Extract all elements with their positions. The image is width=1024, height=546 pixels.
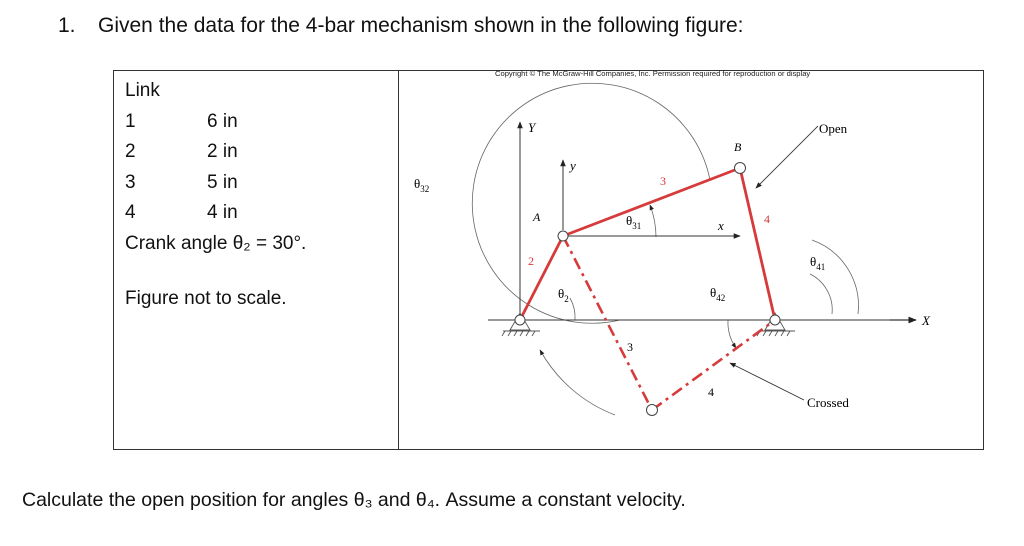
- outer-arc: [540, 350, 615, 415]
- theta31-arc: [650, 205, 656, 237]
- label-theta42: $\theta_{42}$: [710, 285, 726, 303]
- problem-prompt: Given the data for the 4-bar mechanism shown in the following figure:: [98, 14, 744, 37]
- link-header: Link: [125, 80, 160, 101]
- label-A: A: [533, 210, 541, 224]
- link3-crossed: [563, 236, 652, 410]
- joint-b-crossed: [647, 405, 658, 416]
- theta42-arc: [728, 320, 736, 348]
- label-link2: 2: [528, 254, 534, 268]
- problem-number: 1.: [58, 14, 76, 37]
- scale-note: Figure not to scale.: [125, 288, 287, 309]
- link2-crank: [520, 236, 563, 320]
- link-number: 4: [125, 202, 136, 223]
- fourbar-figure: [400, 80, 980, 445]
- label-crossed: Crossed: [807, 395, 849, 410]
- link-row-2: [125, 137, 306, 168]
- link-data-panel: [125, 76, 306, 259]
- label-theta31: $\theta_{31}$: [626, 213, 642, 231]
- link-length: 4 in: [207, 202, 238, 223]
- label-theta32: $\theta_{32}$: [414, 176, 430, 194]
- theta41-small-arc: [810, 274, 832, 314]
- link-row-4: [125, 198, 306, 229]
- theta32-arc: [472, 83, 710, 323]
- label-Y: Y: [528, 120, 536, 135]
- problem-heading: [58, 14, 744, 38]
- link4-open: [740, 168, 775, 320]
- joint-o2: [515, 315, 525, 325]
- label-link3-crossed: 3: [627, 340, 633, 354]
- label-link4-crossed: 4: [708, 385, 714, 399]
- label-link4-open: 4: [764, 212, 770, 226]
- link-length: 2 in: [207, 141, 238, 162]
- question-text: Calculate the open position for angles θ₃ and θ₄. Assume a constant velocity.: [22, 489, 686, 511]
- open-leader: [756, 126, 818, 188]
- crossed-leader: [730, 363, 804, 400]
- label-theta41: $\theta_{41}$: [810, 254, 826, 272]
- crank-angle: Crank angle θ₂ = 30°.: [125, 232, 307, 254]
- link-row-1: [125, 107, 306, 138]
- label-x: x: [718, 218, 724, 233]
- theta41-arc: [812, 240, 858, 314]
- link-number: 3: [125, 171, 136, 193]
- link3-open: [563, 168, 740, 236]
- label-B: B: [734, 140, 742, 154]
- label-link3-open: 3: [660, 174, 666, 188]
- link-length: 5 in: [207, 171, 238, 193]
- link-length: 6 in: [207, 110, 238, 132]
- label-theta2: $\theta_2$: [558, 286, 569, 304]
- link-number: 1: [125, 110, 136, 132]
- link-number: 2: [125, 141, 136, 162]
- joint-a: [558, 231, 568, 241]
- copyright-notice: Copyright © The McGraw-Hill Companies, Inc. Permission required for reproduction or display: [495, 69, 811, 78]
- label-open: Open: [819, 121, 848, 136]
- joint-o4: [770, 315, 780, 325]
- label-X: X: [922, 313, 930, 328]
- theta2-arc: [570, 298, 575, 320]
- joint-b: [735, 163, 746, 174]
- link-row-3: [125, 168, 306, 199]
- label-y: y: [570, 158, 576, 173]
